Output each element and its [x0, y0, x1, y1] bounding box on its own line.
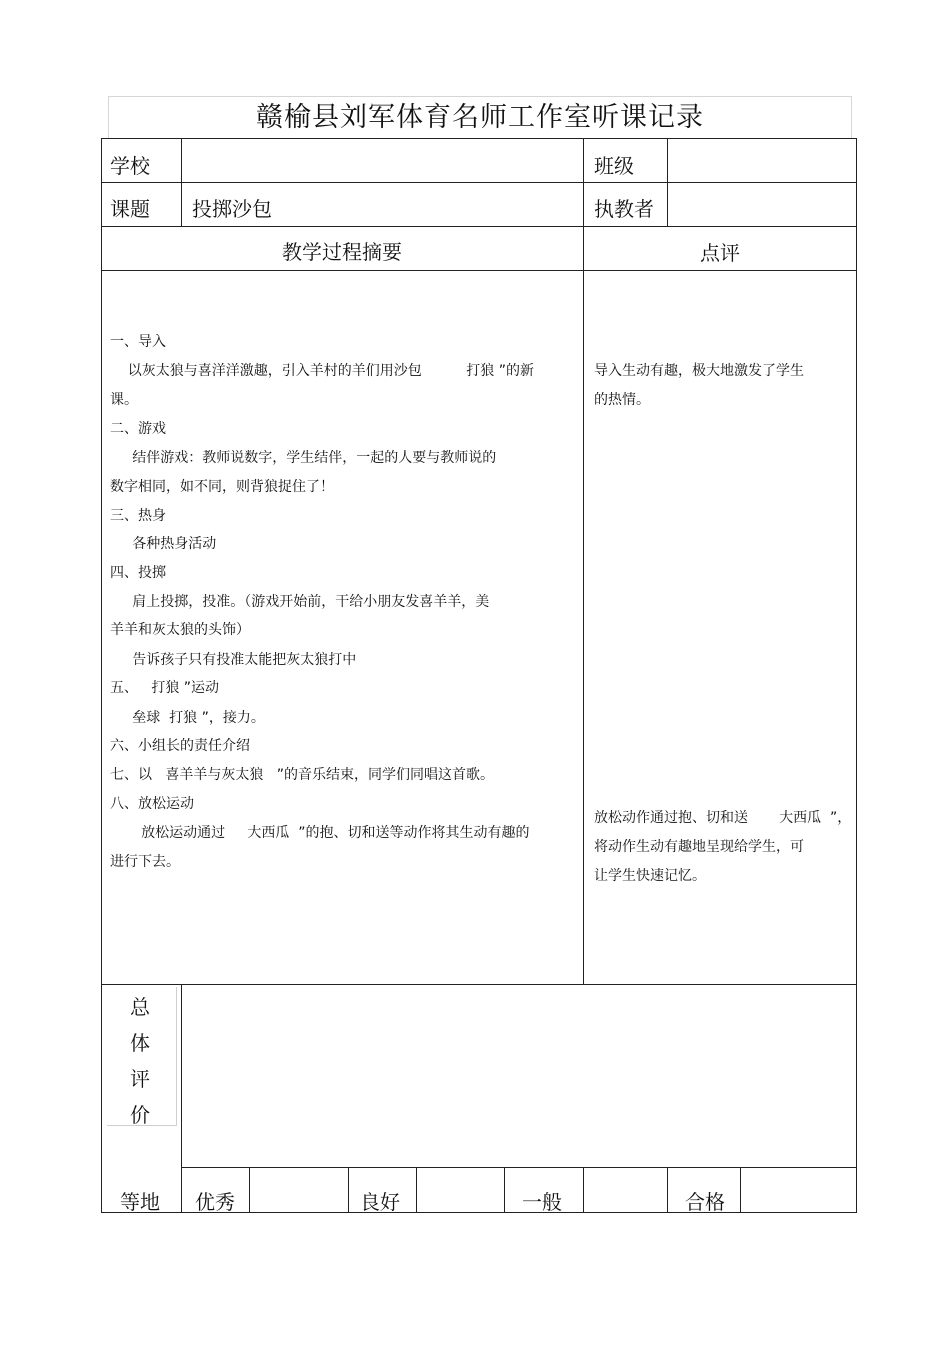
- process-line: 八、放松运动: [110, 796, 194, 812]
- process-line: 五、 打狼 ”运动: [110, 680, 220, 696]
- row-line: [101, 226, 857, 227]
- page-title: 赣榆县刘军体育名师工作室听课记录: [256, 102, 704, 133]
- comment-heading: 点评: [700, 241, 740, 265]
- overall-label-char: 价: [130, 1103, 150, 1127]
- row-line: [101, 984, 857, 985]
- comment-line: 的热情。: [594, 392, 650, 408]
- grade-label: 等地: [120, 1190, 160, 1214]
- col-line: [504, 1167, 505, 1213]
- process-line: 七、以 喜羊羊与灰太狼 ”的音乐结束，同学们同唱这首歌。: [110, 767, 494, 783]
- row-line: [101, 182, 857, 183]
- overall-label-char: 总: [130, 995, 150, 1019]
- grade-option-average: 一般: [522, 1190, 562, 1214]
- grade-option-good: 良好: [360, 1190, 400, 1214]
- col-line: [740, 1167, 741, 1213]
- process-line: 各种热身活动: [110, 536, 217, 552]
- process-line: 放松运动通过 大西瓜 ”的抱、切和送等动作将其生动有趣的: [110, 825, 530, 841]
- col-line: [416, 1167, 417, 1213]
- teacher-label: 执教者: [594, 197, 654, 221]
- record-table: [101, 138, 857, 1213]
- col-line: [181, 984, 182, 1213]
- process-line: 告诉孩子只有投准太能把灰太狼打中: [110, 652, 357, 668]
- topic-value[interactable]: 投掷沙包: [192, 197, 272, 221]
- col-line: [348, 1167, 349, 1213]
- grade-option-excellent: 优秀: [195, 1190, 235, 1214]
- process-line: 垒球 打狼 ”，接力。: [110, 710, 265, 726]
- process-heading: 教学过程摘要: [282, 240, 402, 264]
- overall-label-char: 体: [130, 1031, 150, 1055]
- comment-line: 将动作生动有趣地呈现给学生，可: [594, 839, 804, 855]
- col-line: [181, 138, 182, 226]
- process-line: 结伴游戏：教师说数字，学生结伴，一起的人要与教师说的: [110, 450, 497, 466]
- process-line: 四、投掷: [110, 565, 166, 581]
- process-line: 三、热身: [110, 508, 166, 524]
- grade-option-pass: 合格: [685, 1190, 725, 1214]
- process-line: 以灰太狼与喜洋洋激趣，引入羊村的羊们用沙包 打狼 ”的新: [110, 363, 535, 379]
- col-line: [667, 1167, 668, 1213]
- overall-label: [122, 989, 158, 1133]
- comment-line: 放松动作通过抱、切和送 大西瓜 ”，: [594, 810, 852, 826]
- process-line: 羊羊和灰太狼的头饰）: [110, 622, 250, 638]
- school-label: 学校: [110, 154, 150, 178]
- col-line: [667, 138, 668, 226]
- overall-label-char: 评: [130, 1067, 150, 1091]
- title-box: [108, 96, 852, 138]
- process-line: 课。: [110, 392, 138, 408]
- process-line: 六、小组长的责任介绍: [110, 738, 250, 754]
- process-line: 数字相同，如不同，则背狼捉住了！: [110, 479, 334, 495]
- col-line: [249, 1167, 250, 1213]
- comment-line: 导入生动有趣，极大地激发了学生: [594, 363, 804, 379]
- comment-line: 让学生快速记忆。: [594, 868, 706, 884]
- process-line: 二、游戏: [110, 421, 166, 437]
- col-line: [583, 1167, 584, 1213]
- process-line: 一、导入: [110, 334, 166, 350]
- class-label: 班级: [594, 154, 634, 178]
- process-line: 进行下去。: [110, 854, 180, 870]
- row-line: [181, 1167, 857, 1168]
- topic-label: 课题: [110, 197, 150, 221]
- row-line: [101, 270, 857, 271]
- process-line: 肩上投掷，投准。（游戏开始前，干给小朋友发喜羊羊，美: [110, 594, 490, 610]
